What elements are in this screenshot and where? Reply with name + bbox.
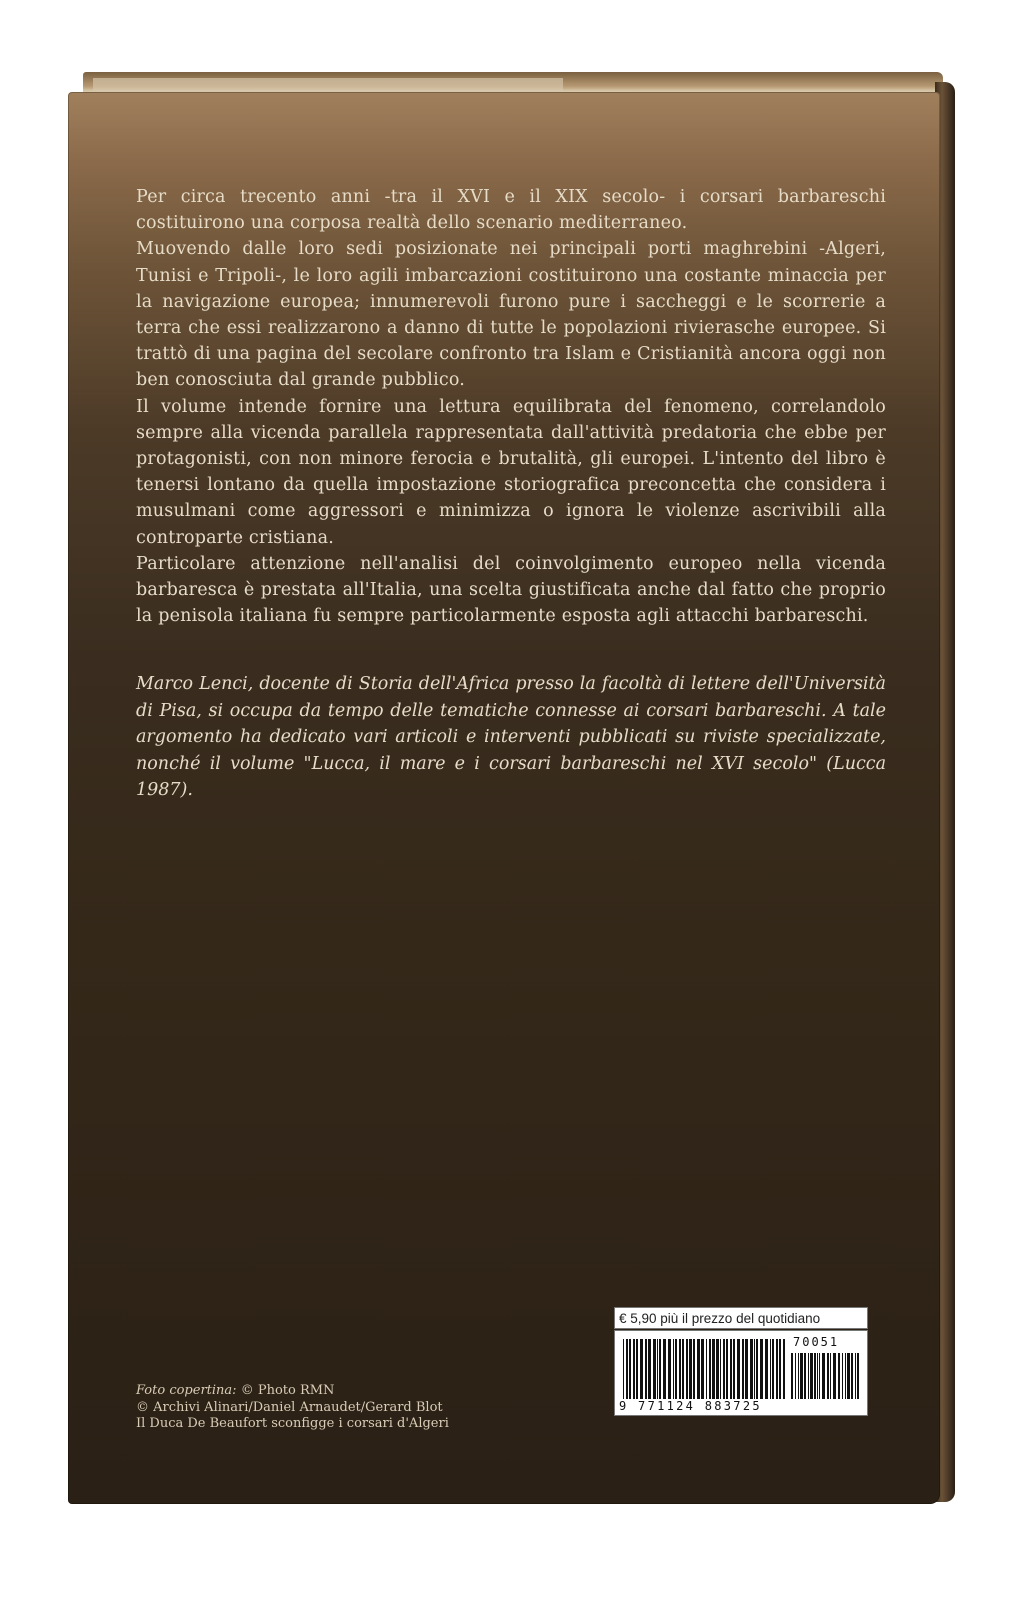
barcode-addon-bars bbox=[791, 1353, 859, 1399]
barcode-bar bbox=[760, 1339, 763, 1399]
barcode-bar bbox=[668, 1339, 671, 1399]
blurb-text bbox=[136, 184, 886, 629]
barcode-bar bbox=[648, 1339, 651, 1399]
barcode-bar bbox=[686, 1339, 688, 1399]
barcode-bar bbox=[716, 1339, 719, 1399]
barcode-bar bbox=[814, 1353, 816, 1399]
credits-line-3: Il Duca De Beaufort sconfigge i corsari d'Algeri bbox=[136, 1416, 449, 1431]
barcode-bar bbox=[709, 1339, 711, 1399]
barcode-bar bbox=[633, 1339, 635, 1399]
blurb-paragraph-2: Muovendo dalle loro sedi posizionate nei principali porti maghrebini -Algeri, Tunisi e Tripoli-, le loro agili imbarcazioni costituirono una costante minaccia per la navigazione europea; innumerevoli furono pure i saccheggi e le scorrerie a terra che essi realizzarono a danno di tutte le popolazioni rivierasche europee. Si trattò di una pagina del secolare confronto tra Islam e Cristianità ancora oggi non ben conosciuta dal grande pubblico. bbox=[136, 239, 886, 391]
barcode-bar bbox=[819, 1353, 820, 1399]
barcode-bar bbox=[845, 1353, 846, 1399]
barcode-bar bbox=[726, 1339, 728, 1399]
barcode-bar bbox=[626, 1339, 628, 1399]
barcode-bars bbox=[623, 1339, 785, 1399]
barcode-bar bbox=[756, 1339, 758, 1399]
author-bio: Marco Lenci, docente di Storia dell'Africa presso la facoltà di lettere dell'Università di Pisa, si occupa da tempo delle tematiche connesse ai corsari barbareschi. A tale argomento ha dedicato vari articoli e interventi pubblicati su riviste specializzate, nonché il volume "Lucca, il mare e i corsari barbareschi nel XVI secolo" (Lucca 1987). bbox=[136, 674, 886, 800]
barcode-bar bbox=[645, 1339, 647, 1399]
barcode-bar bbox=[737, 1339, 740, 1399]
credits-line-1: © Photo RMN bbox=[240, 1383, 335, 1398]
blurb-paragraph-3: Il volume intende fornire una lettura equilibrata del fenomeno, correlandolo sempre alla vicenda parallela rappresentata dall'attività predatoria che ebbe per protagonisti, con non minore ferocia e brutalità, gli europei. L'intento del libro è tenersi lontano da quella impostazione storiografica preconcetta che considera i musulmani come aggressori e minimizza o ignora le violenze ascrivibili alla controparte cristiana. bbox=[136, 396, 886, 548]
barcode-bar bbox=[779, 1339, 781, 1399]
barcode-bar bbox=[808, 1353, 809, 1399]
barcode-bar bbox=[706, 1339, 707, 1399]
barcode-bar bbox=[653, 1339, 656, 1399]
barcode-bar bbox=[745, 1339, 748, 1399]
barcode-bar bbox=[750, 1339, 753, 1399]
barcode-bar bbox=[855, 1353, 856, 1399]
barcode-bar bbox=[720, 1339, 721, 1399]
barcode-bar bbox=[783, 1339, 785, 1399]
barcode-bar bbox=[842, 1353, 843, 1399]
barcode-bar bbox=[693, 1339, 695, 1399]
barcode-bar bbox=[657, 1339, 658, 1399]
barcode-bar bbox=[851, 1353, 853, 1399]
barcode-bar bbox=[765, 1339, 768, 1399]
barcode-bar bbox=[701, 1339, 704, 1399]
barcode-bar bbox=[675, 1339, 677, 1399]
barcode-bar bbox=[804, 1353, 806, 1399]
barcode-bar bbox=[697, 1339, 700, 1399]
barcode-bar bbox=[663, 1339, 666, 1399]
barcode-number: 9 771124 883725 bbox=[619, 1399, 762, 1413]
barcode-bar bbox=[827, 1353, 829, 1399]
barcode-addon-number: 70051 bbox=[793, 1335, 840, 1349]
barcode-bar bbox=[772, 1339, 774, 1399]
barcode-bar bbox=[817, 1353, 818, 1399]
barcode-bar bbox=[723, 1339, 725, 1399]
barcode-bar bbox=[673, 1339, 674, 1399]
blurb-paragraph-1: Per circa trecento anni -tra il XVI e il XIX secolo- i corsari barbareschi costituirono una corposa realtà dello scenario mediterraneo. bbox=[136, 187, 886, 234]
barcode-bar bbox=[640, 1339, 643, 1399]
barcode-bar bbox=[689, 1339, 692, 1399]
barcode-bar bbox=[833, 1353, 836, 1399]
barcode-bar bbox=[810, 1353, 813, 1399]
barcode-bar bbox=[742, 1339, 744, 1399]
barcode-bar bbox=[838, 1353, 840, 1399]
barcode-bar bbox=[730, 1339, 732, 1399]
barcode-bar bbox=[776, 1339, 778, 1399]
barcode-bar bbox=[857, 1353, 859, 1399]
barcode-bar bbox=[830, 1353, 831, 1399]
barcode-bar bbox=[754, 1339, 755, 1399]
barcode-bar bbox=[800, 1353, 803, 1399]
barcode-bar bbox=[770, 1339, 771, 1399]
barcode-bar bbox=[791, 1353, 793, 1399]
barcode-bar bbox=[712, 1339, 715, 1399]
barcode-bar bbox=[847, 1353, 850, 1399]
barcode bbox=[614, 1330, 868, 1416]
barcode-bar bbox=[798, 1353, 799, 1399]
barcode-bar bbox=[682, 1339, 684, 1399]
barcode-bar bbox=[679, 1339, 681, 1399]
barcode-bar bbox=[629, 1339, 631, 1399]
credits-label: Foto copertina: bbox=[136, 1383, 237, 1398]
barcode-bar bbox=[623, 1339, 624, 1399]
price-label: € 5,90 più il prezzo del quotidiano bbox=[614, 1307, 868, 1329]
barcode-bar bbox=[733, 1339, 735, 1399]
barcode-bar bbox=[822, 1353, 825, 1399]
photo-credits bbox=[136, 1383, 556, 1433]
barcode-bar bbox=[795, 1353, 796, 1399]
barcode-bar bbox=[636, 1339, 638, 1399]
barcode-bar bbox=[659, 1339, 661, 1399]
credits-line-2: © Archivi Alinari/Daniel Arnaudet/Gerard Blot bbox=[136, 1399, 443, 1415]
blurb-paragraph-4: Particolare attenzione nell'analisi del coinvolgimento europeo nella vicenda barbaresca è prestata all'Italia, una scelta giustificata anche dal fatto che proprio la penisola italiana fu sempre particolarmente esposta agli attacchi barbareschi. bbox=[136, 553, 886, 627]
